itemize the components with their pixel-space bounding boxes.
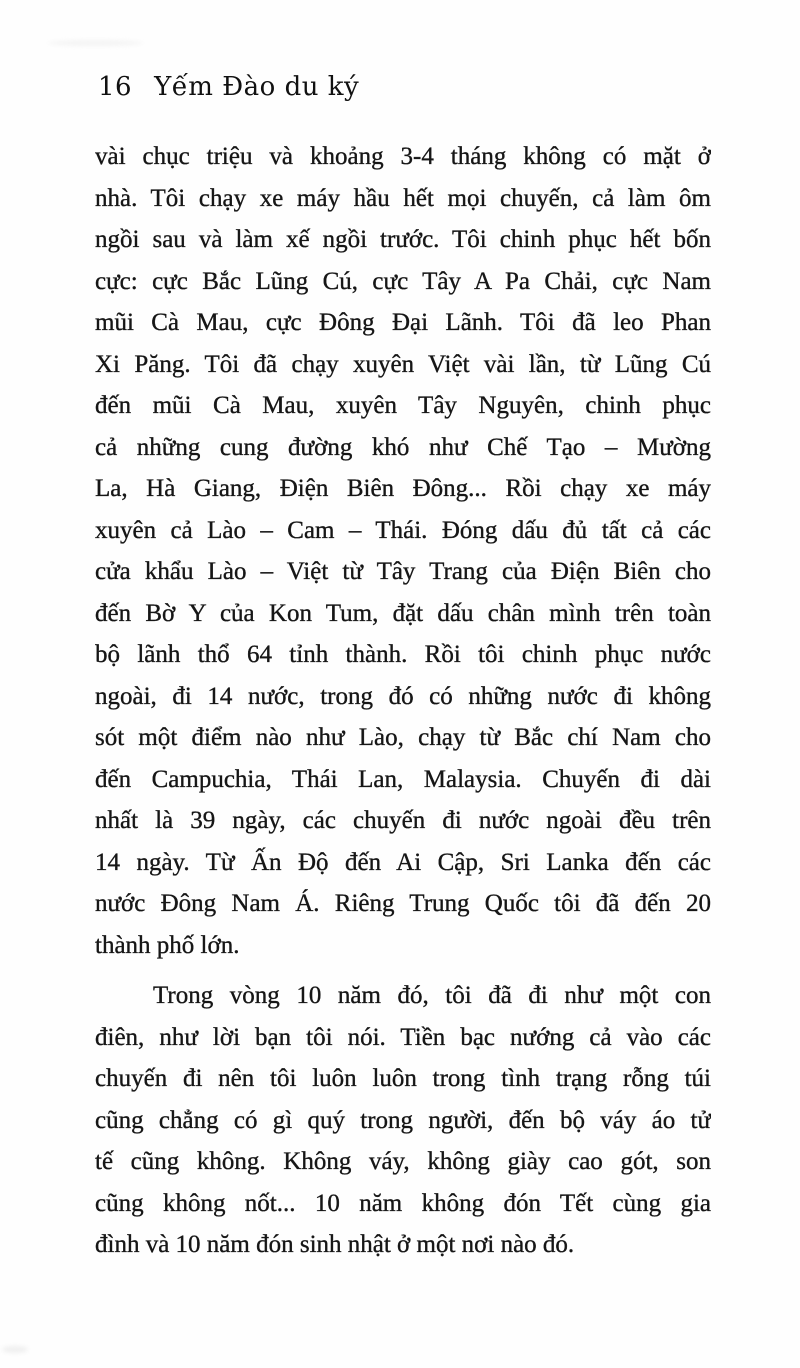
- page-body: [95, 136, 711, 1266]
- text-line: cũng không nốt... 10 năm không đón Tết cùng gia: [95, 1189, 711, 1217]
- text-line: cả những cung đường khó như Chế Tạo – Mường: [95, 433, 711, 461]
- text-line: Xi Păng. Tôi đã chạy xuyên Việt vài lần, từ Lũng Cú: [95, 350, 711, 378]
- text-line: xuyên cả Lào – Cam – Thái. Đóng dấu đủ tất cả các: [95, 516, 711, 544]
- paragraph: [95, 136, 711, 966]
- text-line: thành phố lớn.: [95, 931, 240, 959]
- text-line: nước Đông Nam Á. Riêng Trung Quốc tôi đã đến 20: [95, 890, 711, 917]
- text-line: vài chục triệu và khoảng 3-4 tháng không có mặt ở: [95, 143, 711, 170]
- text-line: tế cũng không. Không váy, không giày cao gót, son: [95, 1148, 711, 1175]
- page-number: 16: [98, 72, 133, 102]
- scan-artifact: [2, 1346, 28, 1353]
- text-line: cũng chẳng có gì quý trong người, đến bộ váy áo tử: [95, 1106, 711, 1134]
- text-line: La, Hà Giang, Điện Biên Đông... Rồi chạy xe máy: [95, 475, 711, 502]
- scan-artifact: [48, 40, 143, 46]
- text-line: đến Bờ Y của Kon Tum, đặt dấu chân mình trên toàn: [95, 599, 711, 627]
- text-line: nhất là 39 ngày, các chuyến đi nước ngoài đều trên: [95, 807, 711, 834]
- text-line: mũi Cà Mau, cực Đông Đại Lãnh. Tôi đã leo Phan: [95, 309, 711, 336]
- text-line: bộ lãnh thổ 64 tỉnh thành. Rồi tôi chinh phục nước: [95, 641, 711, 668]
- text-line: sót một điểm nào như Lào, chạy từ Bắc chí Nam cho: [95, 724, 711, 751]
- text-line: chuyến đi nên tôi luôn luôn trong tình trạng rỗng túi: [95, 1065, 711, 1092]
- text-line: ngồi sau và làm xế ngồi trước. Tôi chinh phục hết bốn: [95, 226, 711, 253]
- running-title: Yếm Đào du ký: [154, 72, 360, 102]
- text-line: 14 ngày. Từ Ấn Độ đến Ai Cập, Sri Lanka đến các: [95, 848, 711, 876]
- text-line: đến Campuchia, Thái Lan, Malaysia. Chuyến đi dài: [95, 765, 711, 793]
- text-line: điên, như lời bạn tôi nói. Tiền bạc nướng cả vào các: [95, 1023, 711, 1051]
- text-line: nhà. Tôi chạy xe máy hầu hết mọi chuyến, cả làm ôm: [95, 184, 711, 212]
- text-line: ngoài, đi 14 nước, trong đó có những nước đi không: [95, 682, 711, 710]
- paragraph: [95, 975, 711, 1266]
- text-line: đình và 10 năm đón sinh nhật ở một nơi nào đó.: [95, 1231, 575, 1258]
- text-line: đến mũi Cà Mau, xuyên Tây Nguyên, chinh phục: [95, 392, 711, 419]
- text-line: cửa khẩu Lào – Việt từ Tây Trang của Điện Biên cho: [95, 558, 711, 585]
- page-header: [98, 72, 359, 102]
- text-line: Trong vòng 10 năm đó, tôi đã đi như một con: [153, 982, 711, 1009]
- text-line: cực: cực Bắc Lũng Cú, cực Tây A Pa Chải, cực Nam: [95, 267, 711, 295]
